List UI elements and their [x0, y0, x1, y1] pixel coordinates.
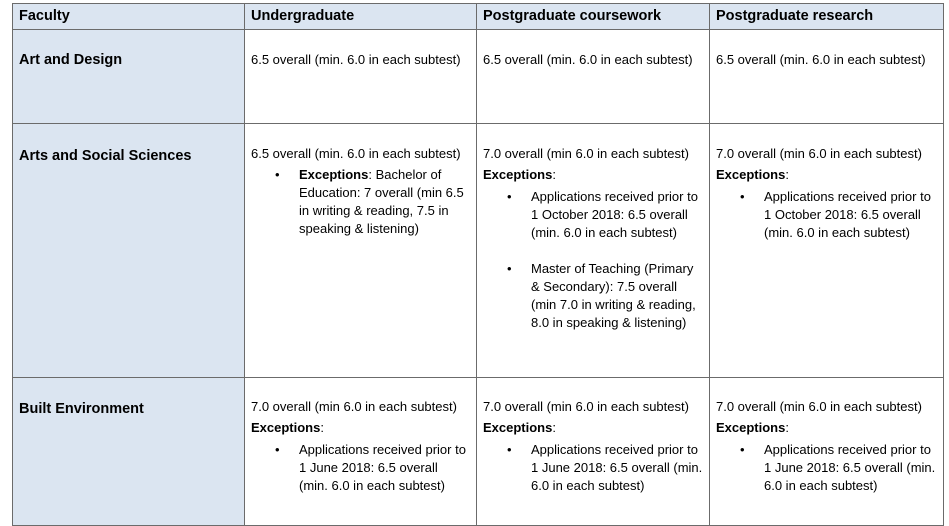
faculty-name: Built Environment — [13, 378, 245, 526]
list-item: • Applications received prior to 1 June 2018: 6.5 overall (min. 6.0 in each subtest) — [531, 441, 703, 495]
header-postgraduate-coursework: Postgraduate coursework — [477, 4, 710, 30]
table-row — [13, 30, 944, 124]
overall-requirement: 7.0 overall (min 6.0 in each subtest) — [716, 146, 922, 161]
faculty-name: Arts and Social Sciences — [13, 124, 245, 378]
overall-requirement: 7.0 overall (min 6.0 in each subtest) — [483, 146, 689, 161]
english-requirements-table — [12, 3, 944, 526]
header-faculty: Faculty — [13, 4, 245, 30]
table-header-row — [13, 4, 944, 30]
exceptions-heading: Exceptions: — [483, 167, 556, 182]
pg-coursework-requirement — [477, 124, 710, 378]
list-item: • Applications received prior to 1 October 2018: 6.5 overall (min. 6.0 in each subtest) — [764, 188, 937, 242]
table-row — [13, 124, 944, 378]
overall-requirement: 6.5 overall (min. 6.0 in each subtest) — [483, 52, 693, 67]
exceptions-heading: Exceptions: — [716, 167, 789, 182]
exceptions-heading: Exceptions: — [716, 420, 789, 435]
exceptions-list — [483, 441, 703, 495]
exceptions-list — [716, 188, 937, 242]
undergraduate-requirement — [245, 378, 477, 526]
overall-requirement: 7.0 overall (min 6.0 in each subtest) — [251, 399, 457, 414]
exceptions-label: Exceptions — [299, 167, 369, 182]
list-item — [299, 166, 470, 238]
exceptions-heading: Exceptions: — [251, 420, 324, 435]
list-item: • Applications received prior to 1 June 2018: 6.5 overall (min. 6.0 in each subtest) — [299, 441, 470, 495]
table-row — [13, 378, 944, 526]
list-item: • Applications received prior to 1 October 2018: 6.5 overall (min. 6.0 in each subtest) — [531, 188, 703, 242]
overall-requirement: 7.0 overall (min 6.0 in each subtest) — [716, 399, 922, 414]
header-undergraduate: Undergraduate — [245, 4, 477, 30]
undergraduate-requirement — [245, 30, 477, 124]
pg-research-requirement — [710, 30, 944, 124]
undergraduate-requirement — [245, 124, 477, 378]
faculty-name: Art and Design — [13, 30, 245, 124]
pg-coursework-requirement — [477, 30, 710, 124]
overall-requirement: 6.5 overall (min. 6.0 in each subtest) — [251, 52, 461, 67]
list-item: • Master of Teaching (Primary & Secondary): 7.5 overall (min 7.0 in writing & reading, 8.0 in speaking & listening) — [531, 260, 703, 332]
exceptions-list — [483, 188, 703, 332]
pg-research-requirement — [710, 124, 944, 378]
exceptions-heading: Exceptions: — [483, 420, 556, 435]
overall-requirement: 6.5 overall (min. 6.0 in each subtest) — [251, 146, 461, 161]
exceptions-list — [251, 166, 470, 238]
list-item: • Applications received prior to 1 June 2018: 6.5 overall (min. 6.0 in each subtest) — [764, 441, 937, 495]
overall-requirement: 6.5 overall (min. 6.0 in each subtest) — [716, 52, 926, 67]
pg-coursework-requirement — [477, 378, 710, 526]
exceptions-list — [251, 441, 470, 495]
header-postgraduate-research: Postgraduate research — [710, 4, 944, 30]
exception-text: : Bachelor of Education: 7 overall (min 6.5 in writing & reading, 7.5 in speaking & listening) — [299, 167, 464, 236]
overall-requirement: 7.0 overall (min 6.0 in each subtest) — [483, 399, 689, 414]
pg-research-requirement — [710, 378, 944, 526]
exceptions-list — [716, 441, 937, 495]
